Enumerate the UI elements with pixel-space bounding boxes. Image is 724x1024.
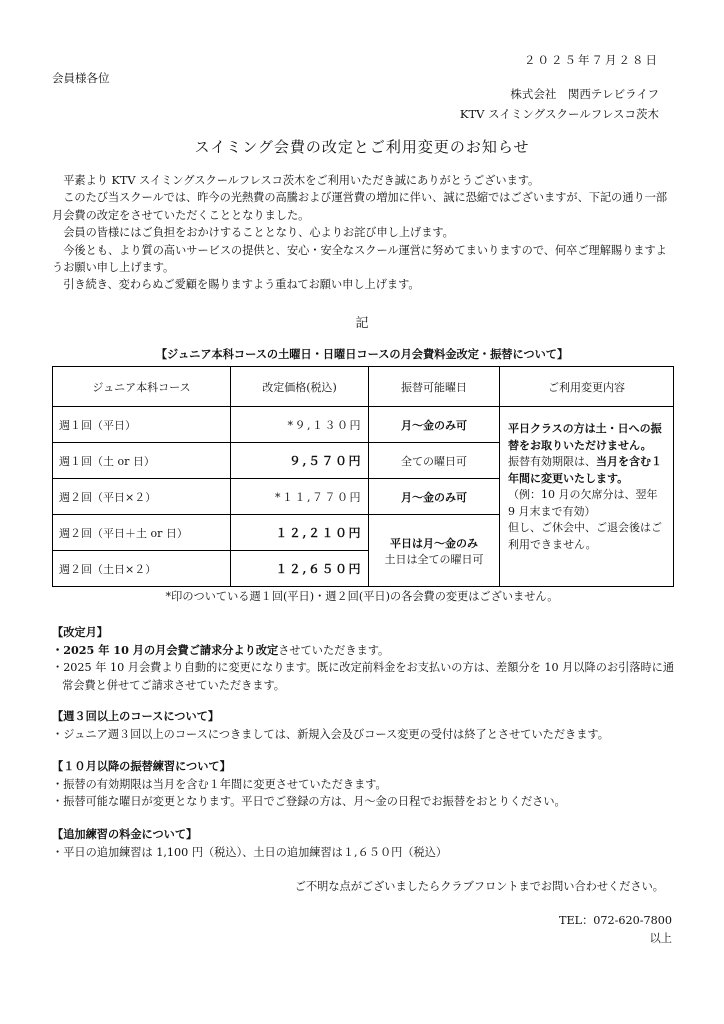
price-cell: *９,１３０円: [231, 407, 369, 443]
contact-note: ご不明な点がございましたらクラブフロントまでお問い合わせください。: [294, 880, 664, 893]
fee-table: [52, 366, 674, 587]
section-line: ・振替可能な曜日が変更となります。平日でご登録の方は、月～金の日程でお振替をおとりください。: [52, 795, 566, 809]
body-paragraph: 今後とも、より質の高いサービスの提供と、安心・安全なスクール運営に努めてまいりますので、何卒ご理解賜りますようお願い申し上げます。: [52, 243, 667, 275]
addressee: 会員様各位: [52, 71, 110, 85]
school-name: KTV スイミングスクールフレスコ茨木: [459, 107, 659, 121]
body-paragraph: 会員の皆様にはご負担をおかけすることとなり、心よりお詫び申し上げます。: [63, 226, 454, 240]
days-weekday-line: 平日は月～金のみ: [390, 536, 478, 550]
section-makeup: [52, 758, 682, 811]
days-cell: 月～金のみ可: [369, 479, 500, 515]
course-cell: 週２回（土日×２）: [53, 551, 231, 587]
company-name: 株式会社 関西テレビライフ: [510, 87, 659, 101]
section-line: ・振替の有効期限は当月を含む１年間に変更させていただきます。: [52, 778, 387, 792]
closing-mark: 以上: [649, 932, 672, 945]
course-cell: 週２回（平日＋土 or 日）: [53, 515, 231, 551]
changes-example: （例：10 月の欠席分は、翌年 9 月末まで有効）: [508, 488, 658, 518]
header-days: 振替可能曜日: [369, 367, 500, 407]
body-paragraph: 平素より KTV スイミングスクールフレスコ茨木をご利用いただき誠にありがとうございます。: [63, 174, 540, 187]
header-changes: ご利用変更内容: [500, 367, 674, 407]
table-note: *印のついている週１回(平日)・週２回(平日)の各会費の変更はございません。: [165, 590, 559, 603]
section-heading: 【改定月】: [52, 625, 108, 639]
price-cell: ９,５７０円: [231, 443, 369, 479]
changes-expiry-bold: 当月を含む１年間に変更いたします。: [508, 455, 662, 485]
ki-marker: 記: [355, 316, 369, 331]
body-paragraph: 引き続き、変わらぬご愛顧を賜りますよう重ねてお願い申し上げます。: [63, 278, 420, 292]
course-cell: 週２回（平日×２）: [53, 479, 231, 515]
section-revision: [52, 624, 682, 694]
days-cell: 月～金のみ可: [369, 407, 500, 443]
header-price: 改定価格(税込): [231, 367, 369, 407]
section-heading: 【週３回以上のコースについて】: [52, 709, 220, 723]
price-cell: *１１,７７０円: [231, 479, 369, 515]
section-heading: 【１０月以降の振替練習について】: [52, 759, 231, 773]
changes-expiry-label: 振替有効期限は、: [508, 455, 596, 468]
section-line: ・平日の追加練習は 1,100 円（税込）、土日の追加練習は１,６５０円（税込）: [52, 846, 448, 860]
days-weekend-line: 土日は全ての曜日可: [384, 552, 484, 566]
price-cell: １２,２１０円: [231, 515, 369, 551]
changes-weekday-note: 平日クラスの方は土・日への振替をお取りいただけません。: [508, 422, 662, 452]
header-course: ジュニア本科コース: [53, 367, 231, 407]
page-title: スイミング会費の改定とご利用変更のお知らせ: [194, 138, 530, 156]
notice-date: ２０２５年７月２８日: [524, 53, 659, 67]
changes-suspension-note: 但し、ご休会中、ご退会後はご利用できません。: [508, 521, 662, 551]
days-cell-merged: [369, 515, 500, 587]
section-line: [52, 642, 682, 659]
phone-number: TEL：072-620-7800: [559, 914, 672, 927]
table-row: [53, 407, 674, 443]
section-line: ・ジュニア週３回以上のコースにつきましては、新規入会及びコース変更の受付は終了とさせていただきます。: [52, 728, 609, 742]
greeting-body: [52, 172, 677, 294]
revision-rest-text: させていただきます。: [278, 644, 390, 658]
section-weekly3: [52, 708, 682, 743]
course-cell: 週１回（平日）: [53, 407, 231, 443]
days-cell: 全ての曜日可: [369, 443, 500, 479]
section-line: ・2025 年 10 月会費より自動的に変更になります。既に改定前料金をお支払いの方は、差額分を 10 月以降のお引落時に通常会費と併せてご請求させていただきます。: [52, 661, 675, 692]
section-heading: 【追加練習の料金について】: [52, 827, 198, 841]
table-header-row: [53, 367, 674, 407]
price-cell: １２,６５０円: [231, 551, 369, 587]
body-paragraph: このたび当スクールでは、昨今の光熱費の高騰および運営費の増加に伴い、誠に恐縮ではございますが、下記の通り一部月会費の改定をさせていただくこととなりました。: [52, 191, 668, 222]
section-extra: [52, 826, 682, 861]
changes-cell: [500, 407, 674, 587]
table-title: 【ジュニア本科コースの土曜日・日曜日コースの月会費料金改定・振替について】: [155, 347, 569, 361]
course-cell: 週１回（土 or 日）: [53, 443, 231, 479]
revision-bold-text: ・2025 年 10 月の月会費ご請求分より改定: [52, 643, 279, 658]
